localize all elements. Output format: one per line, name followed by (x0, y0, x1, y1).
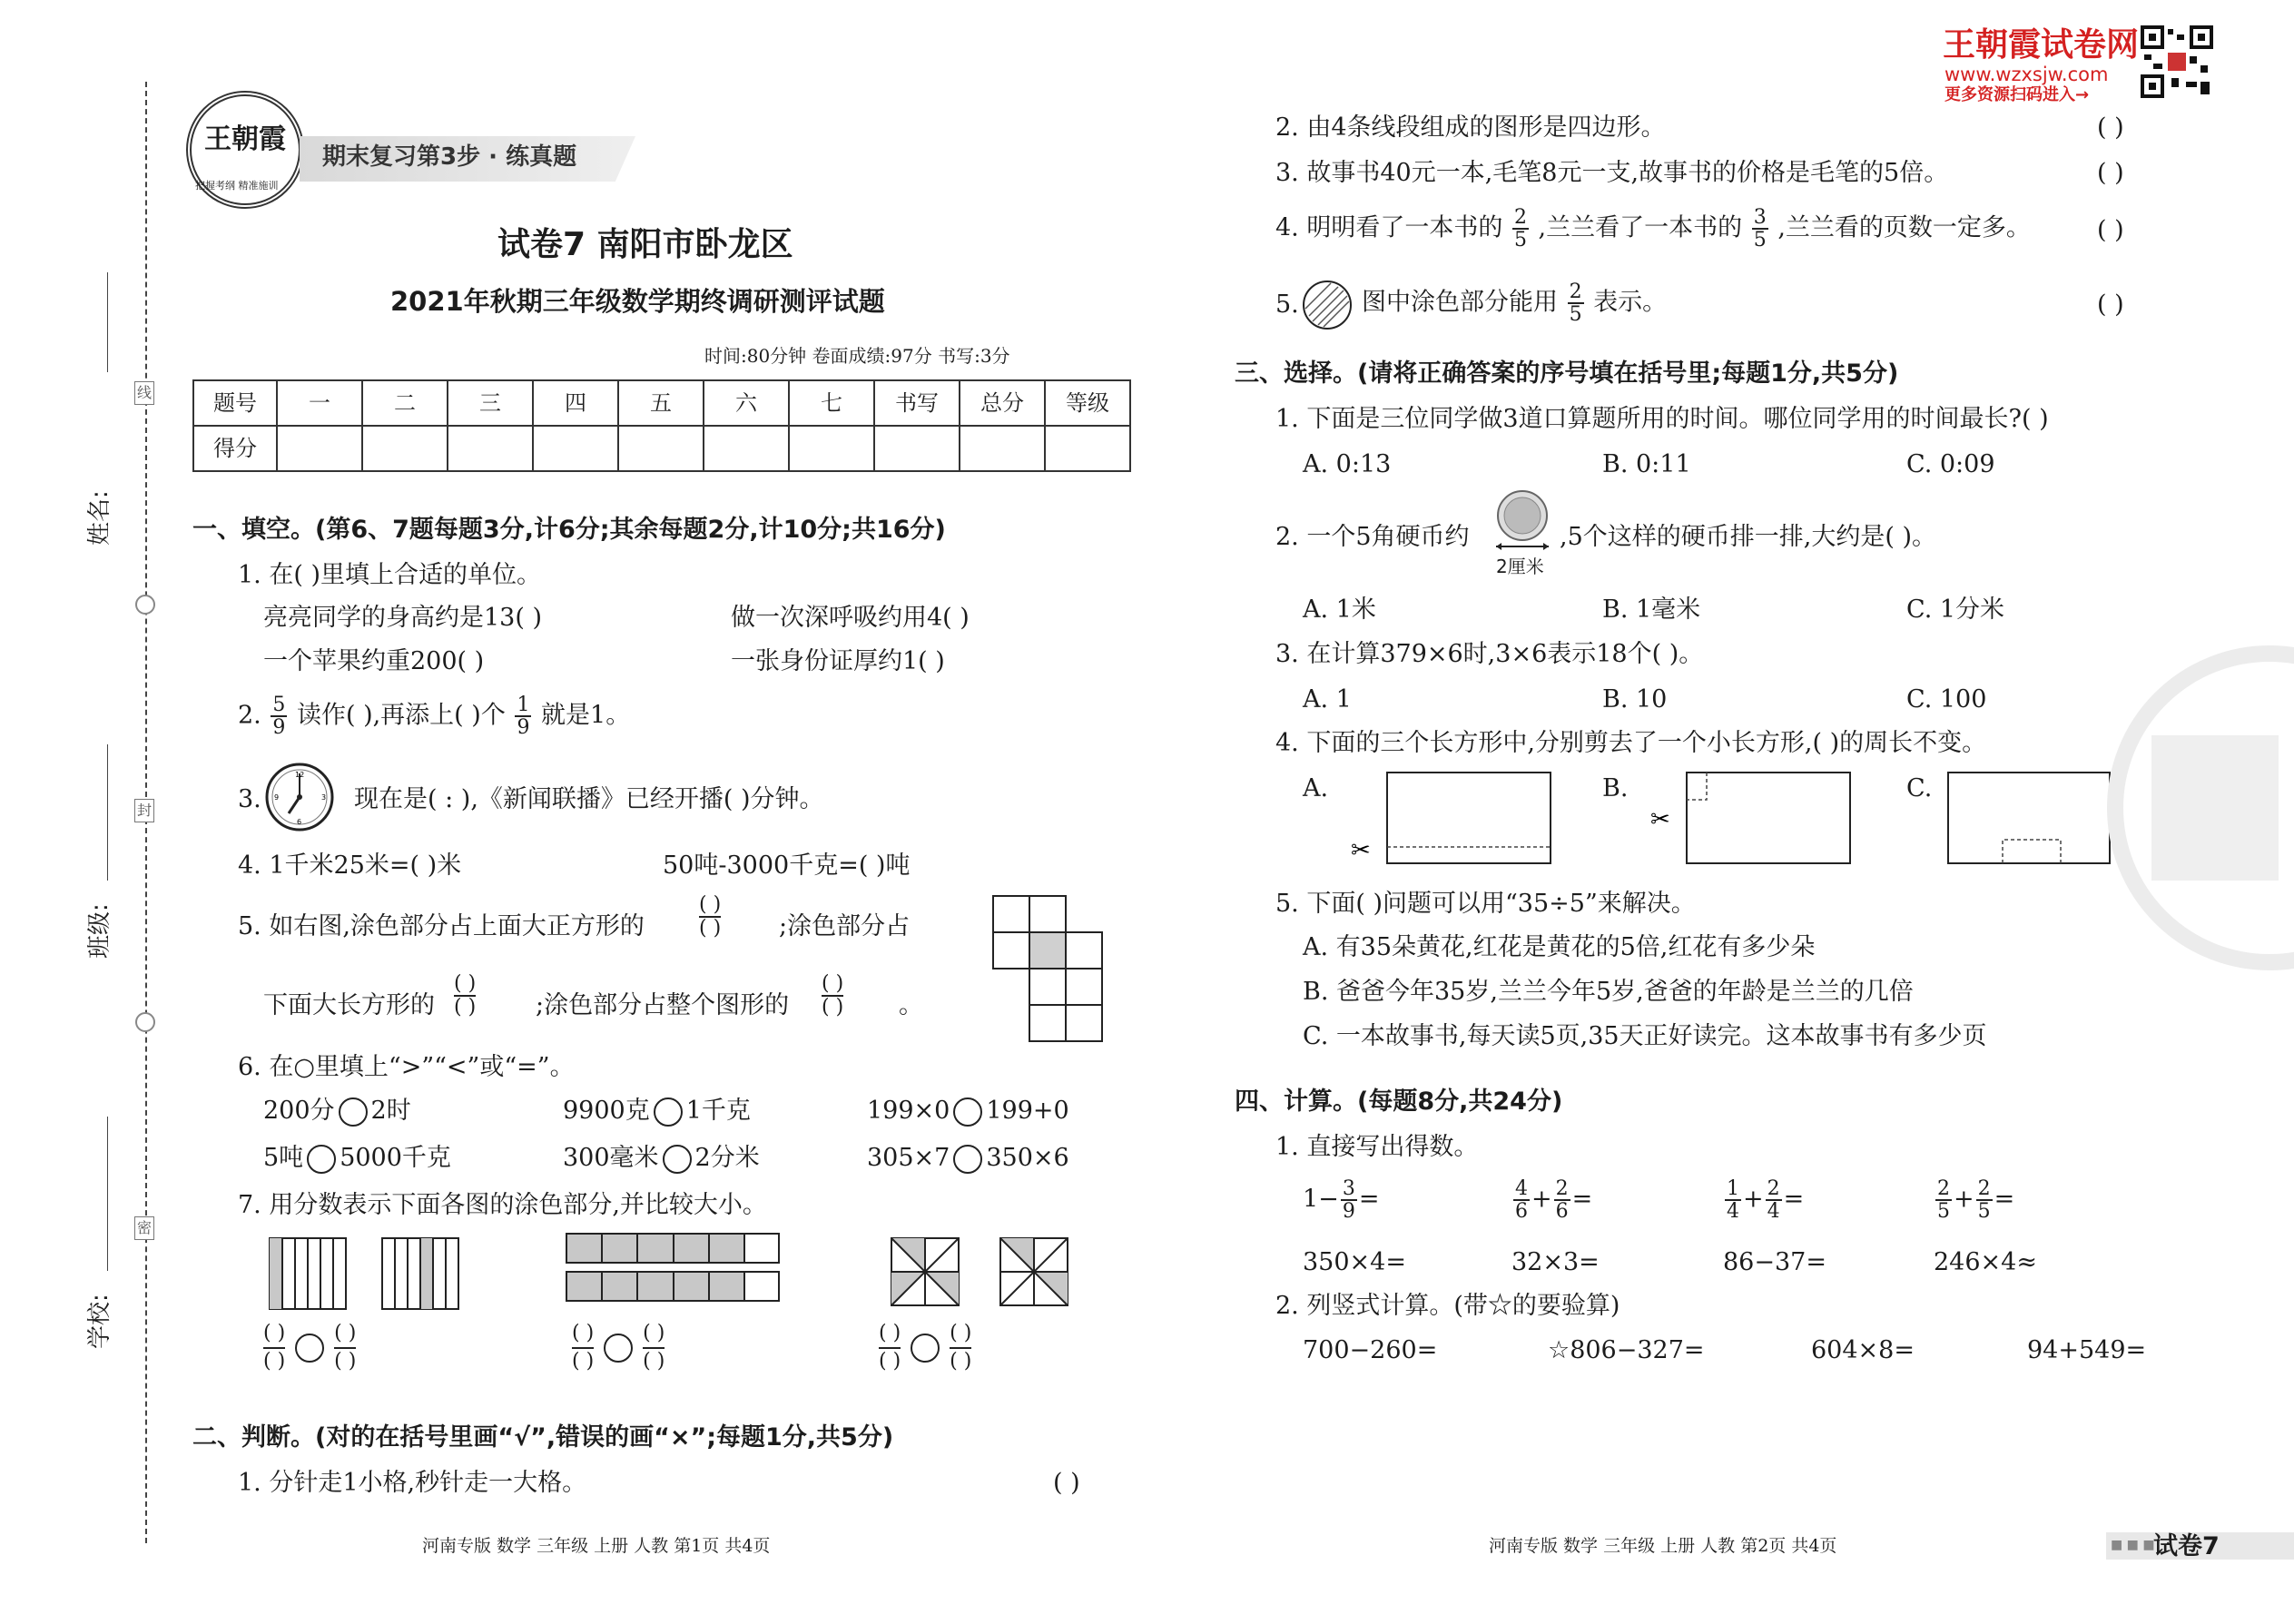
brand-title: 王朝霞试卷网 (1943, 26, 2140, 64)
watermark-seal (2061, 635, 2294, 980)
footer-dots: ■ ■ ■ (2111, 1538, 2155, 1552)
q5-text: 表示。 (1593, 288, 1668, 317)
compare-circle[interactable] (339, 1097, 368, 1127)
section2-title: 二、判断。(对的在括号里画“√”,错误的画“×”;每题1分,共5分) (192, 1423, 894, 1452)
s1-q6: 6. 在○里填上“>”“<”或“=”。 (238, 1053, 575, 1081)
q7-compare (572, 1321, 665, 1374)
calc-item (1511, 1178, 1592, 1222)
svg-text:6: 6 (297, 818, 302, 826)
s4-q1: 1. 直接写出得数。 (1275, 1133, 1479, 1161)
footer-tag: 试卷7 (2153, 1532, 2220, 1560)
frac-num: 3 (1342, 1177, 1355, 1200)
calc-text: 1− (1303, 1185, 1339, 1214)
q7-figure-squares (890, 1236, 1089, 1309)
q5-text: 图中涂色部分能用 (1362, 288, 1558, 317)
svg-text:12: 12 (295, 771, 305, 779)
score-header: 六 (704, 380, 789, 426)
s3-q2b: ,5个这样的硬币排一排,大约是( )。 (1560, 523, 1936, 551)
coin-icon (1491, 488, 1554, 552)
class-label: 班级: (85, 903, 113, 959)
s3-q1-opt-b[interactable]: B. 0:11 (1602, 450, 1691, 478)
s1-q7: 7. 用分数表示下面各图的涂色部分,并比较大小。 (238, 1191, 767, 1219)
binding-char-seal: 封 (134, 799, 154, 822)
s4-q2: 2. 列竖式计算。(带☆的要验算) (1275, 1292, 1620, 1320)
score-cell[interactable] (533, 426, 618, 471)
score-cell[interactable] (618, 426, 704, 471)
s3-q5-opt-b[interactable]: B. 爸爸今年35岁,兰兰今年5岁,爸爸的年龄是兰兰的几倍 (1303, 978, 1914, 1006)
brand-site: www.wzxsjw.com (1944, 64, 2109, 85)
compare-circle[interactable] (953, 1097, 982, 1127)
s3-q2-opt-c[interactable]: C. 1分米 (1906, 595, 2005, 624)
logo-text: 王朝霞 (204, 123, 286, 155)
section4-title: 四、计算。(每题8分,共24分) (1235, 1088, 1563, 1116)
score-header: 三 (448, 380, 533, 426)
calc-text: + (1954, 1185, 1974, 1214)
score-cell[interactable] (704, 426, 789, 471)
frac-num-blank: ( ) (263, 1321, 285, 1349)
score-cell[interactable] (362, 426, 448, 471)
q6-item (563, 1097, 751, 1127)
svg-text:9: 9 (274, 793, 280, 802)
score-header: 七 (789, 380, 874, 426)
frac-den: 5 (1753, 229, 1767, 252)
binding-hole (135, 595, 155, 615)
coin-size-label: 2厘米 (1496, 556, 1544, 577)
s1-q3: 现在是( : ),《新闻联播》已经开播( )分钟。 (354, 785, 824, 813)
section1-title: 一、填空。(第6、7题每题3分,计6分;其余每题2分,计10分;共16分) (192, 516, 946, 544)
score-cell[interactable] (960, 426, 1045, 471)
frac-num-blank: ( ) (699, 894, 721, 918)
calc-frac (1725, 1178, 1741, 1222)
frac-num: 2 (1555, 1177, 1569, 1200)
q6-item (563, 1144, 760, 1174)
frac-num: 2 (1569, 281, 1582, 303)
score-header: 二 (362, 380, 448, 426)
s1-q5a: 5. 如右图,涂色部分占上面大正方形的 (238, 912, 645, 940)
frac-den: 9 (272, 716, 286, 740)
q6-left: 5吨 (263, 1144, 304, 1172)
s1-q3-num: 3. (238, 785, 261, 813)
compare-circle[interactable] (654, 1097, 683, 1127)
s2-q5-paren[interactable]: ( ) (2097, 290, 2124, 319)
q5-blank-frac (454, 973, 476, 1019)
frac-den-blank: ( ) (699, 917, 722, 940)
s3-q5-opt-a[interactable]: A. 有35朵黄花,红花是黄花的5倍,红花有多少朵 (1303, 933, 1816, 961)
score-table (192, 379, 1131, 472)
compare-circle[interactable] (307, 1145, 336, 1174)
compare-circle[interactable] (911, 1334, 940, 1363)
calc-row3-item: 94+549= (2027, 1336, 2147, 1364)
hatched-circle-icon (1302, 280, 1353, 330)
s1-q1d: 一张身份证厚约1( ) (731, 647, 945, 675)
calc-item (1723, 1178, 1804, 1222)
brand-more: 更多资源扫码进入→ (1944, 85, 2090, 104)
s1-q1: 1. 在( )里填上合适的单位。 (238, 561, 541, 589)
s3-q4-opt-b[interactable]: B. (1602, 774, 1629, 802)
frac-den: 5 (1977, 1200, 1991, 1224)
calc-row3-item: ☆806−327= (1548, 1336, 1705, 1364)
q6-item (867, 1097, 1069, 1127)
s2-q3: 3. 故事书40元一本,毛笔8元一支,故事书的价格是毛笔的5倍。 (1275, 159, 1949, 187)
logo-badge (186, 91, 304, 209)
svg-text:✂: ✂ (1351, 837, 1371, 864)
score-header: 一 (277, 380, 362, 426)
s1-q1c: 一个苹果约重200( ) (263, 647, 485, 675)
frac-den: 6 (1515, 1200, 1528, 1224)
svg-text:✂: ✂ (1650, 806, 1670, 833)
s2-q5-num: 5. (1275, 290, 1299, 319)
qr-code-icon[interactable] (2141, 25, 2213, 98)
q5-blank-frac (699, 894, 721, 940)
calc-row2-item: 350×4= (1303, 1248, 1406, 1276)
clock-icon (263, 761, 336, 833)
frac-num: 2 (1767, 1177, 1780, 1200)
score-cell[interactable] (1045, 426, 1130, 471)
calc-item (1303, 1178, 1379, 1222)
binding-char-line: 线 (134, 381, 154, 405)
q4-frac2 (1752, 207, 1768, 251)
q4-frac1 (1512, 207, 1529, 251)
q2-frac2 (515, 694, 531, 738)
q5-blank-frac (822, 973, 843, 1019)
rect-figure-b (1643, 767, 1856, 867)
score-cell[interactable] (789, 426, 874, 471)
s3-q3-opt-b[interactable]: B. 10 (1602, 685, 1668, 714)
binding-hole (135, 1012, 155, 1032)
q6-right: 350×6 (986, 1144, 1069, 1172)
s3-q4: 4. 下面的三个长方形中,分别剪去了一个小长方形,( )的周长不变。 (1275, 729, 1987, 757)
binding-char-secret: 密 (134, 1216, 154, 1240)
q2-num: 2. (238, 701, 261, 730)
calc-row3-item: 700−260= (1303, 1336, 1438, 1364)
score-header: 题号 (193, 380, 277, 426)
q5-frac (1568, 281, 1584, 325)
q6-item (867, 1144, 1069, 1174)
s2-q3-paren[interactable]: ( ) (2097, 159, 2124, 187)
calc-text: + (1743, 1185, 1764, 1214)
frac-num-blank: ( ) (643, 1321, 665, 1349)
q6-right: 199+0 (986, 1097, 1069, 1125)
score-cell[interactable] (277, 426, 362, 471)
s2-q4-paren[interactable]: ( ) (2097, 216, 2124, 244)
score-header: 总分 (960, 380, 1045, 426)
q7-figure-bars (268, 1236, 468, 1314)
q6-left: 200分 (263, 1097, 335, 1125)
score-table-row (193, 426, 1130, 471)
banner-text: 期末复习第3步 · 练真题 (322, 143, 577, 171)
q7-compare (263, 1321, 356, 1374)
svg-text:3: 3 (321, 793, 327, 802)
frac-num: 3 (1753, 206, 1767, 229)
frac-num: 2 (1937, 1177, 1950, 1200)
exam-info: 时间:80分钟 卷面成绩:97分 书写:3分 (704, 345, 1010, 367)
calc-frac (1976, 1178, 1993, 1222)
frac-den-blank: ( ) (572, 1349, 595, 1373)
s1-q5b: ;涂色部分占 (779, 912, 911, 940)
frac-num: 2 (1513, 206, 1527, 229)
s1-q4a: 4. 1千米25米=( )米 (238, 851, 462, 880)
frac-num: 4 (1515, 1177, 1528, 1200)
frac-den: 5 (1513, 229, 1527, 252)
frac-num: 2 (1977, 1177, 1991, 1200)
calc-frac (1341, 1178, 1357, 1222)
s3-q3-opt-c[interactable]: C. 100 (1906, 685, 1987, 714)
compare-circle[interactable] (295, 1334, 324, 1363)
s1-q5c: 下面大长方形的 (263, 991, 435, 1019)
q4-text: ,兰兰看的页数一定多。 (1777, 213, 2031, 242)
q6-right: 2时 (370, 1097, 411, 1125)
calc-frac (1766, 1178, 1782, 1222)
score-header: 四 (533, 380, 618, 426)
s3-q2-opt-b[interactable]: B. 1毫米 (1602, 595, 1701, 624)
calc-row2-item: 86−37= (1723, 1248, 1826, 1276)
q7-compare (879, 1321, 971, 1374)
frac-num: 5 (272, 694, 286, 716)
s2-q2: 2. 由4条线段组成的图形是四边形。 (1275, 113, 1666, 142)
score-table-header-row (193, 380, 1130, 426)
score-header: 书写 (874, 380, 960, 426)
score-cell[interactable] (448, 426, 533, 471)
q2-text: 读作( ),再添上( )个 (296, 701, 506, 730)
q6-item (263, 1097, 411, 1127)
footer-right: 河南专版 数学 三年级 上册 人教 第2页 共4页 (1489, 1536, 1837, 1556)
frac-num-blank: ( ) (950, 1321, 971, 1349)
s3-q2-opt-a[interactable]: A. 1米 (1303, 595, 1376, 624)
calc-frac (1935, 1178, 1952, 1222)
frac-den: 9 (1342, 1200, 1355, 1224)
calc-row2-item: 246×4≈ (1934, 1248, 2037, 1276)
s2-q1-paren[interactable]: ( ) (1053, 1469, 1080, 1497)
score-row-label: 得分 (193, 426, 277, 471)
score-cell[interactable] (874, 426, 960, 471)
s3-q3-opt-a[interactable]: A. 1 (1303, 685, 1352, 714)
s1-q4b: 50吨-3000千克=( )吨 (663, 851, 911, 880)
s3-q1-opt-a[interactable]: A. 0:13 (1303, 450, 1392, 478)
exam-title: 试卷7 南阳市卧龙区 (497, 226, 793, 263)
calc-row3-item: 604×8= (1811, 1336, 1915, 1364)
calc-item (1934, 1178, 2014, 1222)
s3-q1-opt-c[interactable]: C. 0:09 (1906, 450, 1995, 478)
q6-left: 9900克 (563, 1097, 650, 1125)
s2-q1: 1. 分针走1小格,秒针走一大格。 (238, 1469, 587, 1497)
score-header: 等级 (1045, 380, 1130, 426)
calc-text: = (1994, 1185, 2015, 1214)
compare-circle[interactable] (953, 1145, 982, 1174)
frac-den-blank: ( ) (454, 996, 477, 1019)
q5-grid-figure (991, 894, 1109, 1048)
s3-q3: 3. 在计算379×6时,3×6表示18个( )。 (1275, 640, 1704, 668)
q4-text: 4. 明明看了一本书的 (1275, 213, 1503, 242)
frac-num-blank: ( ) (879, 1321, 901, 1349)
logo-sub: 把握考纲 精准施训 (195, 180, 279, 192)
q6-right: 2分米 (694, 1144, 760, 1172)
calc-frac (1513, 1178, 1530, 1222)
footer-left: 河南专版 数学 三年级 上册 人教 第1页 共4页 (422, 1536, 771, 1556)
s3-q5: 5. 下面( )问题可以用“35÷5”来解决。 (1275, 890, 1696, 918)
s3-q4-opt-c[interactable]: C. (1906, 774, 1933, 802)
frac-den: 4 (1727, 1200, 1739, 1224)
frac-num-blank: ( ) (822, 973, 843, 997)
calc-text: = (1358, 1185, 1380, 1214)
q6-right: 5000千克 (340, 1144, 451, 1172)
frac-num-blank: ( ) (454, 973, 476, 997)
q6-left: 300毫米 (563, 1144, 659, 1172)
frac-num: 1 (1727, 1177, 1739, 1200)
q7-figure-strips (565, 1232, 783, 1304)
s2-q2-paren[interactable]: ( ) (2097, 113, 2124, 142)
q2-end: 就是1。 (541, 701, 631, 730)
score-header: 五 (618, 380, 704, 426)
frac-den-blank: ( ) (822, 996, 844, 1019)
q2-frac1 (271, 694, 287, 738)
frac-den: 5 (1937, 1200, 1950, 1224)
calc-text: + (1531, 1185, 1552, 1214)
frac-den-blank: ( ) (334, 1349, 357, 1373)
s1-q1b: 做一次深呼吸约用4( ) (731, 604, 970, 632)
q6-right: 1千克 (685, 1097, 751, 1125)
frac-num: 1 (517, 694, 530, 716)
calc-text: = (1571, 1185, 1593, 1214)
frac-den: 9 (517, 716, 530, 740)
name-label: 姓名: (85, 490, 113, 546)
frac-den: 6 (1555, 1200, 1569, 1224)
s1-q2 (238, 694, 630, 738)
s3-q2a: 2. 一个5角硬币约 (1275, 523, 1470, 551)
s1-q5d: ;涂色部分占整个图形的 (536, 991, 790, 1019)
exam-subtitle: 2021年秋期三年级数学期终调研测评试题 (390, 286, 885, 317)
s1-q5e: 。 (899, 991, 923, 1019)
compare-circle[interactable] (604, 1334, 633, 1363)
s1-q1a: 亮亮同学的身高约是13( ) (263, 604, 543, 632)
frac-num-blank: ( ) (334, 1321, 356, 1349)
s2-q5 (1362, 281, 1667, 325)
frac-den: 4 (1767, 1200, 1780, 1224)
calc-frac (1554, 1178, 1570, 1222)
q6-left: 305×7 (867, 1144, 950, 1172)
rect-figure-a (1344, 767, 1557, 867)
frac-den-blank: ( ) (643, 1349, 665, 1373)
calc-row2-item: 32×3= (1511, 1248, 1600, 1276)
s2-q4 (1275, 207, 2031, 251)
s3-q5-opt-c[interactable]: C. 一本故事书,每天读5页,35天正好读完。这本故事书有多少页 (1303, 1022, 1987, 1050)
frac-den-blank: ( ) (879, 1349, 901, 1373)
frac-den-blank: ( ) (950, 1349, 972, 1373)
compare-circle[interactable] (663, 1145, 692, 1174)
q6-left: 199×0 (867, 1097, 950, 1125)
s3-q1: 1. 下面是三位同学做3道口算题所用的时间。哪位同学用的时间最长?( ) (1275, 405, 2049, 433)
frac-den-blank: ( ) (263, 1349, 286, 1373)
calc-text: = (1783, 1185, 1805, 1214)
q6-item (263, 1144, 451, 1174)
school-label: 学校: (85, 1294, 113, 1349)
q4-text: ,兰兰看了一本书的 (1538, 213, 1743, 242)
s3-q4-opt-a[interactable]: A. (1303, 774, 1329, 802)
frac-den: 5 (1569, 303, 1582, 327)
frac-num-blank: ( ) (572, 1321, 594, 1349)
section3-title: 三、选择。(请将正确答案的序号填在括号里;每题1分,共5分) (1235, 359, 1899, 388)
